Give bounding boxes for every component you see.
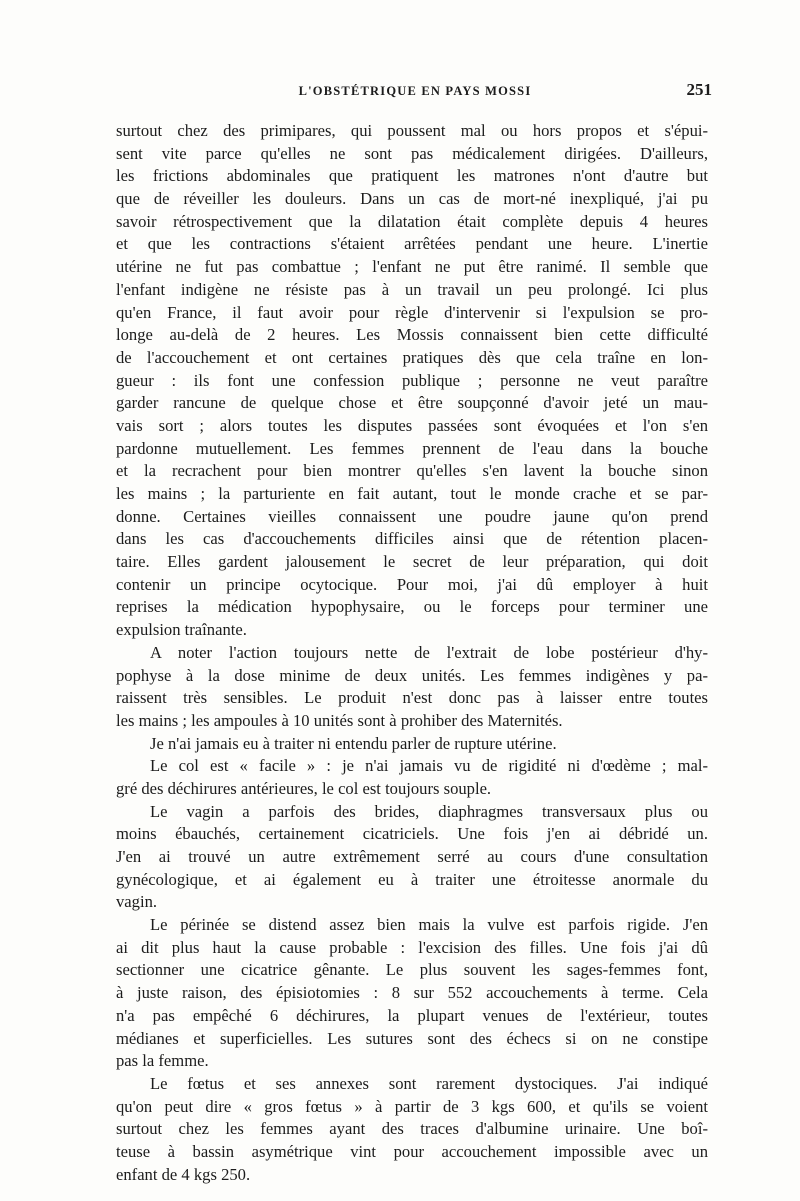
- text-line: Le périnée se distend assez bien mais la vulve est parfois rigide. J'en: [150, 915, 708, 935]
- text-line: moins ébauchés, certainement cicatriciels. Une fois j'en ai débridé un.: [116, 824, 708, 844]
- text-line: enfant de 4 kgs 250.: [116, 1164, 251, 1184]
- text-line: gynécologique, et ai également eu à traiter une étroitesse anormale du: [116, 869, 708, 889]
- paragraph: [116, 733, 708, 756]
- text-line: longe au-delà de 2 heures. Les Mossis connaissent bien cette difficulté: [116, 325, 708, 345]
- text-line: teuse à bassin asymétrique vint pour accouchement impossible avec un: [116, 1141, 708, 1161]
- text-line: à juste raison, des épisiotomies : 8 sur 552 accouchements à terme. Cela: [116, 983, 708, 1003]
- text-line: Le fœtus et ses annexes sont rarement dystociques. J'ai indiqué: [150, 1073, 708, 1093]
- text-line: et la recrachent pour bien montrer qu'elles s'en lavent la bouche sinon: [116, 461, 708, 481]
- text-line: surtout chez des primipares, qui poussent mal ou hors propos et s'épui-: [116, 121, 708, 140]
- running-title: L'OBSTÉTRIQUE EN PAYS MOSSI: [298, 84, 532, 98]
- text-line: ai dit plus haut la cause probable : l'excision des filles. Une fois j'ai dû: [116, 937, 708, 957]
- text-line: qu'en France, il faut avoir pour règle d'intervenir si l'expulsion se pro-: [116, 302, 708, 322]
- page-header: [118, 80, 712, 104]
- text-line: sectionner une cicatrice gênante. Le plus souvent les sages-femmes font,: [116, 960, 708, 980]
- text-line: sent vite parce qu'elles ne sont pas médicalement dirigées. D'ailleurs,: [116, 143, 708, 163]
- paragraph: [116, 120, 708, 642]
- text-line: pardonne mutuellement. Les femmes prennent de l'eau dans la bouche: [116, 438, 708, 458]
- text-line: qu'on peut dire « gros fœtus » à partir de 3 kgs 600, et qu'ils se voient: [116, 1096, 708, 1116]
- text-line: taire. Elles gardent jalousement le secret de leur préparation, qui doit: [116, 552, 708, 572]
- text-line: reprises la médication hypophysaire, ou le forceps pour terminer une: [116, 597, 708, 617]
- text-line: les mains ; les ampoules à 10 unités sont à prohiber des Maternités.: [116, 710, 563, 730]
- text-line: que de réveiller les douleurs. Dans un cas de mort-né inexpliqué, j'ai pu: [116, 189, 708, 209]
- text-line: raissent très sensibles. Le produit n'est donc pas à laisser entre toutes: [116, 688, 708, 708]
- text-line: Le col est « facile » : je n'ai jamais vu de rigidité ni d'œdème ; mal-: [150, 756, 708, 776]
- text-line: n'a pas empêché 6 déchirures, la plupart venues de l'extérieur, toutes: [116, 1005, 708, 1025]
- text-line: garder rancune de quelque chose et être soupçonné d'avoir jeté un mau-: [116, 393, 708, 413]
- text-line: contenir un principe ocytocique. Pour moi, j'ai dû employer à huit: [116, 574, 708, 594]
- paragraph: [116, 801, 708, 914]
- text-line: les mains ; la parturiente en fait autant, tout le monde crache et se par-: [116, 484, 708, 503]
- text-line: et que les contractions s'étaient arrêtées pendant une heure. L'inertie: [116, 234, 708, 254]
- text-line: utérine ne fut pas combattue ; l'enfant ne put être ranimé. Il semble que: [116, 257, 708, 277]
- paragraph: [116, 755, 708, 800]
- paragraph: [116, 642, 708, 733]
- paragraph: [116, 1073, 708, 1186]
- text-line: médianes et superficielles. Les sutures sont des échecs si on ne constipe: [116, 1028, 708, 1048]
- text-line: l'enfant indigène ne résiste pas à un travail un peu prolongé. Ici plus: [116, 279, 708, 299]
- text-line: vais sort ; alors toutes les disputes passées sont évoquées et l'on s'en: [116, 415, 708, 435]
- text-line: J'en ai trouvé un autre extrêmement serré au cours d'une consultation: [116, 847, 708, 866]
- body-text: [116, 120, 708, 1186]
- text-line: gueur : ils font une confession publique ; personne ne veut paraître: [116, 370, 708, 390]
- text-line: Le vagin a parfois des brides, diaphragmes transversaux plus ou: [150, 801, 708, 821]
- text-line: les frictions abdominales que pratiquent les matrones n'ont d'autre but: [116, 166, 708, 186]
- text-line: A noter l'action toujours nette de l'extrait de lobe postérieur d'hy-: [150, 642, 708, 662]
- text-line: pas la femme.: [116, 1051, 209, 1071]
- text-line: surtout chez les femmes ayant des traces d'albumine urinaire. Une boî-: [116, 1119, 708, 1139]
- paragraph: [116, 914, 708, 1073]
- text-line: gré des déchirures antérieures, le col est toujours souple.: [116, 778, 492, 798]
- text-line: pophyse à la dose minime de deux unités. Les femmes indigènes y pa-: [116, 665, 708, 685]
- text-line: savoir rétrospectivement que la dilatation était complète depuis 4 heures: [116, 211, 708, 231]
- text-line: expulsion traînante.: [116, 620, 247, 640]
- text-line: de l'accouchement et ont certaines pratiques dès que cela traîne en lon-: [116, 347, 708, 367]
- text-line: vagin.: [116, 892, 158, 912]
- text-line: dans les cas d'accouchements difficiles ainsi que de rétention placen-: [116, 529, 708, 549]
- page-number: 251: [686, 80, 712, 99]
- text-line: donne. Certaines vieilles connaissent une poudre jaune qu'on prend: [116, 506, 708, 526]
- text-line: Je n'ai jamais eu à traiter ni entendu parler de rupture utérine.: [150, 733, 557, 753]
